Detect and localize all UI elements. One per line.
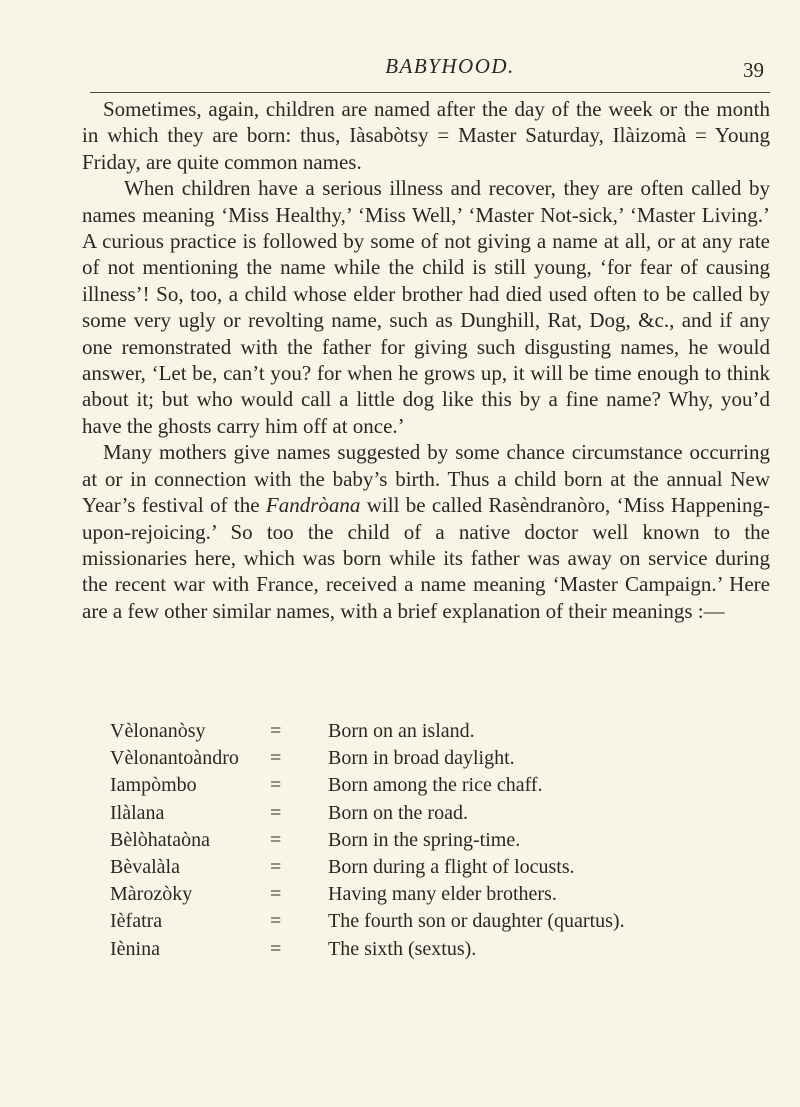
paragraph-2: When children have a serious illness and recover, they are often called by names meaning ‘Miss Healthy,’ ‘Miss Well,’ ‘Master Not-sick,’ ‘Master Living.’ A curious practice is followed by some of not giving a name at all, or at any rate of not mentioning the name while the child is still young, ‘for fear of causing illness’! So, too, a child whose elder brother had died used often to be called by some very ugly or revolting name, such as Dunghill, Rat, Dog, &c., and if any one remonstrated with the father for giving such disgusting names, he would answer, ‘Let be, can’t you? for when he grows up, it will be time enough to think about it; but who would call a little dog like this by a fine name? Why, you’d have the ghosts carry him off at once.’ xyxy=(82,176,770,438)
name-meaning: Having many elder brothers. xyxy=(328,883,557,906)
malagasy-name: Ilàlana xyxy=(110,801,165,824)
name-row xyxy=(110,854,780,881)
equals-sign: = xyxy=(270,856,282,879)
equals-sign: = xyxy=(270,720,282,742)
equals-sign: = xyxy=(270,774,282,797)
equals-sign: = xyxy=(270,828,282,851)
name-meaning: Born on the road. xyxy=(328,801,468,824)
malagasy-name: Iampòmbo xyxy=(110,774,197,797)
malagasy-name: Vèlonanòsy xyxy=(110,720,206,742)
name-meaning: Born on an island. xyxy=(328,720,475,742)
equals-sign: = xyxy=(270,801,282,824)
name-row xyxy=(110,745,780,772)
name-meaning: Born in broad daylight. xyxy=(328,747,515,770)
equals-sign: = xyxy=(270,910,282,933)
paragraph-1: Sometimes, again, children are named after the day of the week or the month in which they are born: thus, Iàsabòtsy = Master Saturday, Ilàizomà = Young Friday, are quite common names. xyxy=(82,97,770,174)
name-row xyxy=(110,908,780,935)
name-row xyxy=(110,936,780,963)
equals-sign: = xyxy=(270,883,282,906)
paragraph-3 xyxy=(82,439,770,624)
malagasy-name: Ièfatra xyxy=(110,910,163,933)
name-meaning: Born in the spring-time. xyxy=(328,828,521,851)
running-head: BABYHOOD. xyxy=(385,54,515,78)
page-header xyxy=(90,54,770,82)
malagasy-name: Màrozòky xyxy=(110,883,193,906)
malagasy-name: Vèlonantoàndro xyxy=(110,747,239,770)
body-text xyxy=(82,96,770,624)
name-row xyxy=(110,881,780,908)
malagasy-name: Iènina xyxy=(110,937,160,960)
paragraph-3-text-a: Many mothers give names suggested by some chance circumstance occurring at or in connection with the baby’s birth. Thus a child born at the annual New Year’s festival of the xyxy=(82,440,770,518)
name-meaning: Born among the rice chaff. xyxy=(328,774,543,797)
names-list xyxy=(110,718,780,963)
name-row xyxy=(110,827,780,854)
header-rule xyxy=(90,92,770,93)
paragraph-3-italic: Fandròana xyxy=(265,493,361,518)
malagasy-name: Bèvalàla xyxy=(110,856,180,879)
equals-sign: = xyxy=(270,937,282,960)
name-meaning: Born during a flight of locusts. xyxy=(328,856,575,879)
paragraph-3-text-b: will be called Rasèndranòro, ‘Miss Happening-upon-rejoicing.’ So too the child of a native doctor well known to the missionaries here, which was born while its father was away on service during the recent war with France, received a name meaning ‘Master Campaign.’ Here are a few other similar names, with a brief explanation of their meanings :— xyxy=(82,493,770,623)
name-row xyxy=(110,718,780,745)
name-meaning: The fourth son or daughter (quartus). xyxy=(328,910,625,933)
equals-sign: = xyxy=(270,747,282,770)
name-row xyxy=(110,800,780,827)
name-meaning: The sixth (sextus). xyxy=(328,937,477,960)
page-number: 39 xyxy=(743,58,764,82)
malagasy-name: Bèlòhataòna xyxy=(110,828,210,851)
name-row xyxy=(110,772,780,799)
